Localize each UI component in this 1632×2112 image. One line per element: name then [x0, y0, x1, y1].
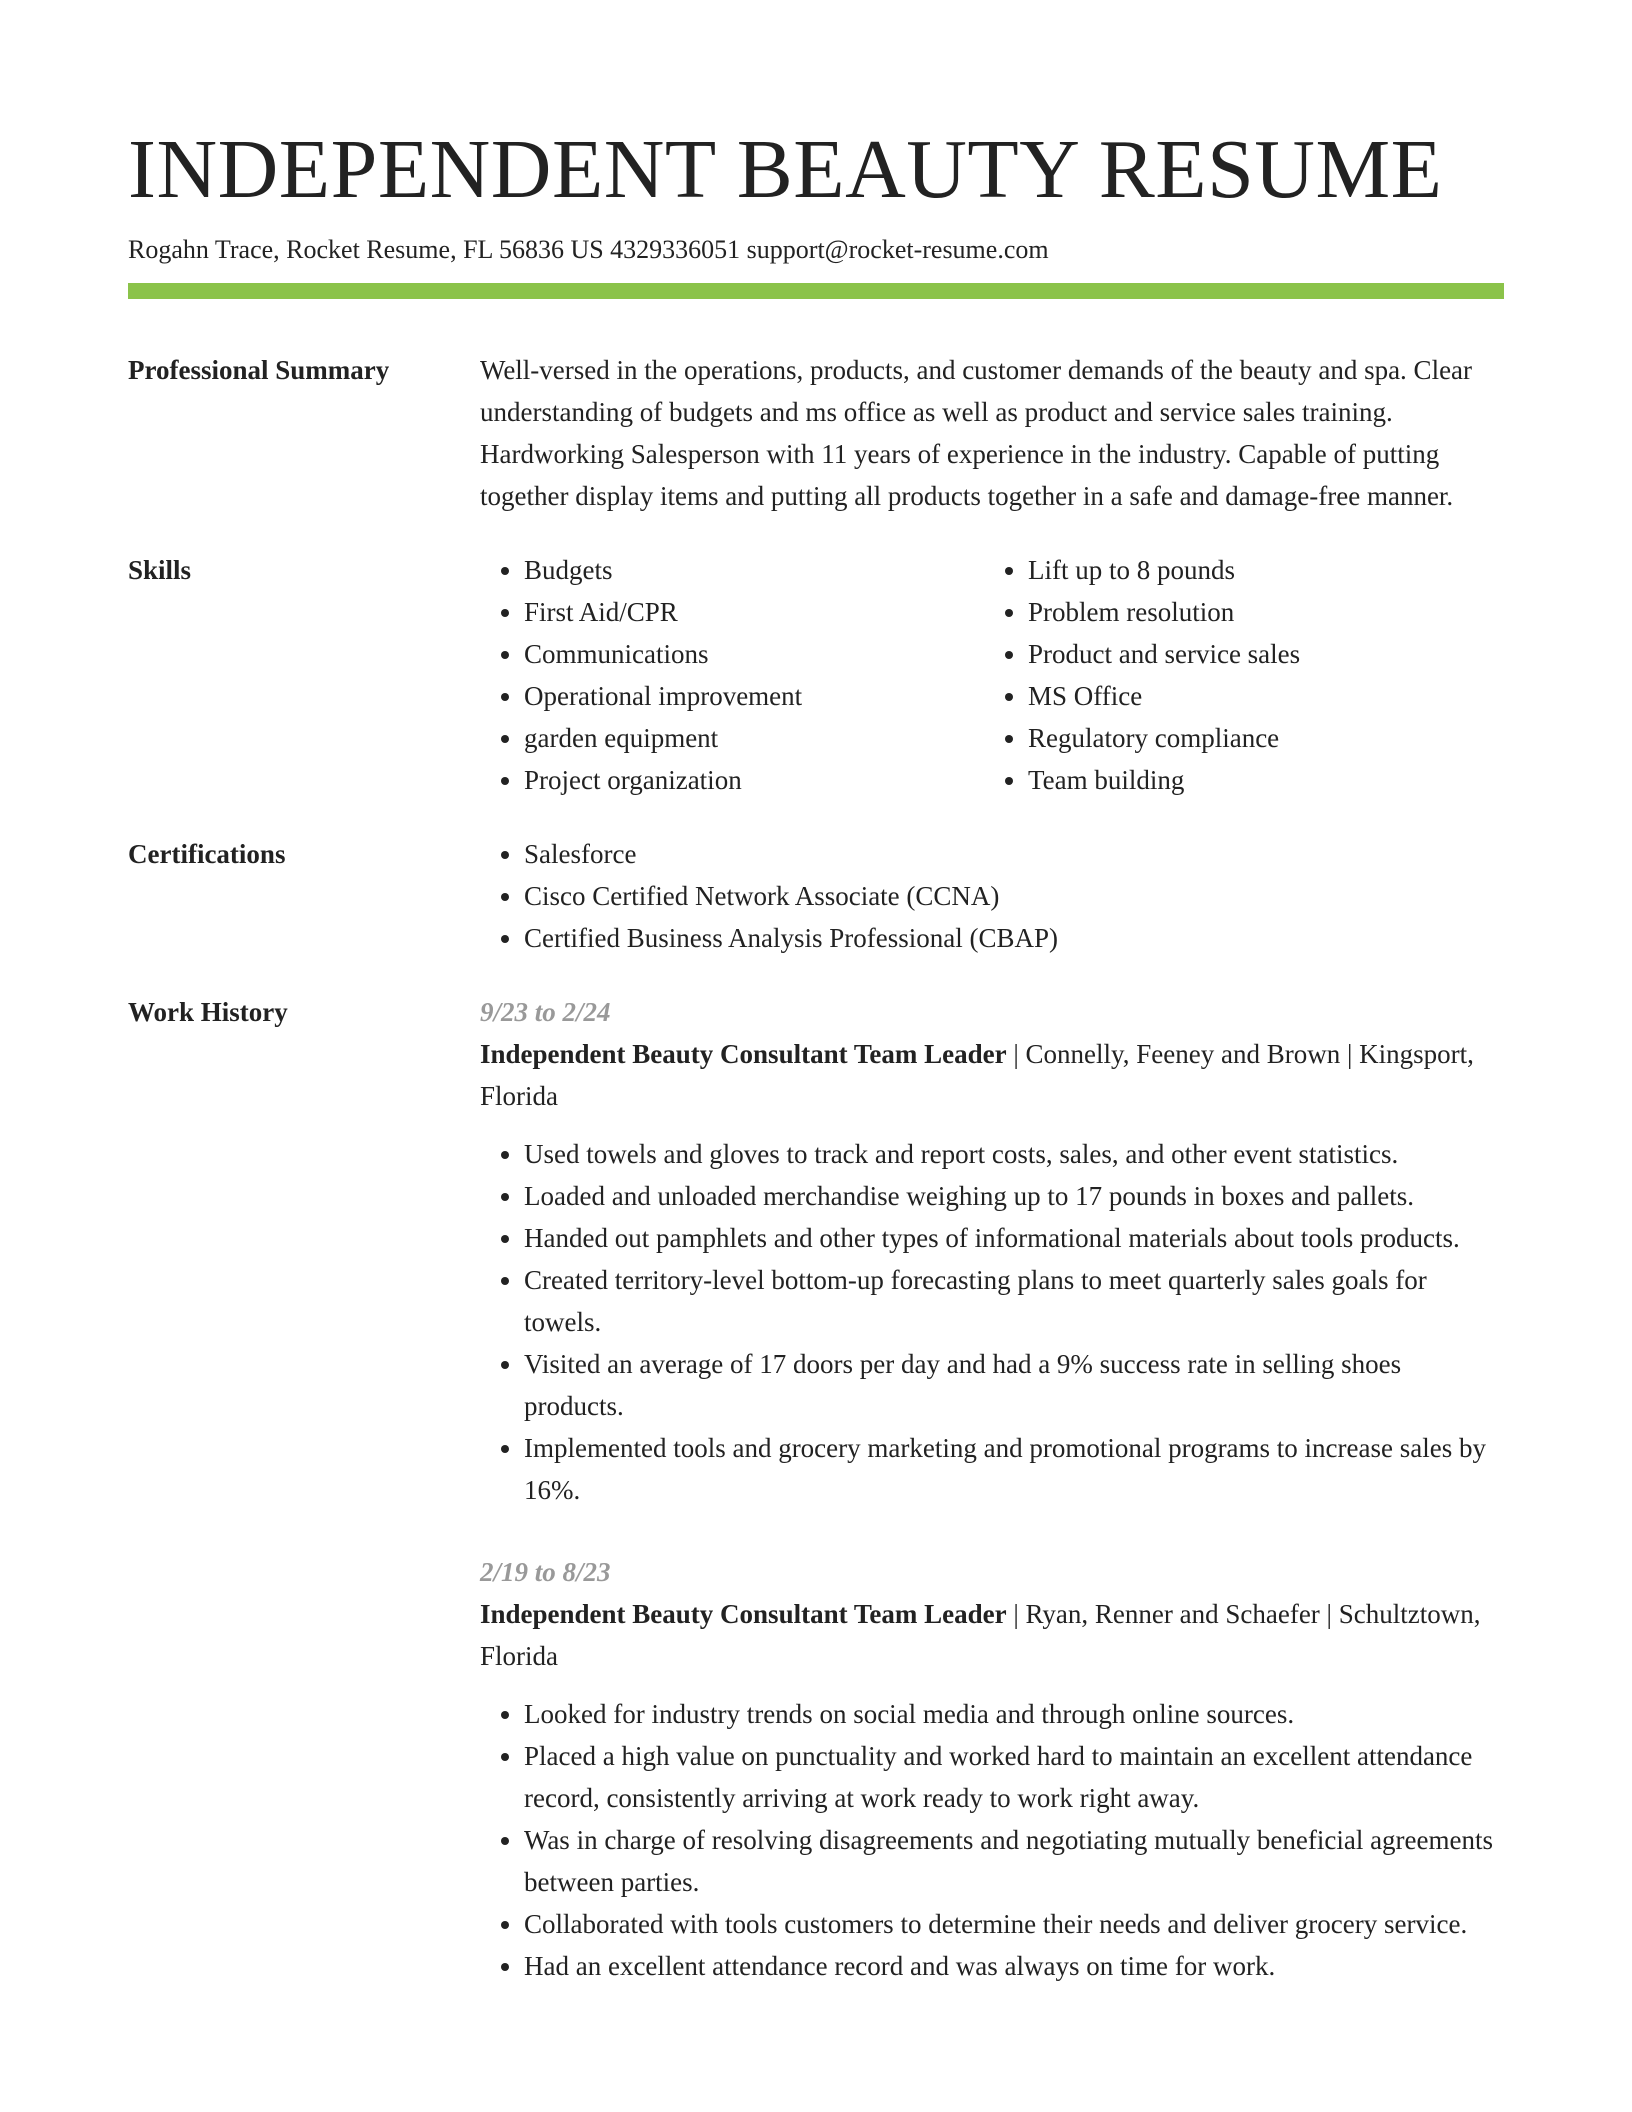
section-professional-summary — [128, 349, 1504, 517]
section-label-certifications: Certifications — [128, 839, 286, 869]
job-bullet: • Loaded and unloaded merchandise weighing up to 17 pounds in boxes and pallets. — [524, 1175, 1504, 1217]
skill-item: • garden equipment — [524, 717, 984, 759]
certification-item: • Cisco Certified Network Associate (CCNA) — [524, 875, 1504, 917]
job-dates: 9/23 to 2/24 — [480, 997, 611, 1027]
certification-item: • Certified Business Analysis Professional (CBAP) — [524, 917, 1504, 959]
job-employer-location: | Connelly, Feeney and Brown | Kingsport, Florida — [480, 1039, 1474, 1111]
contact-line: Rogahn Trace, Rocket Resume, FL 56836 US 4329336051 support@rocket-resume.com — [128, 235, 1049, 264]
skill-item: • First Aid/CPR — [524, 591, 984, 633]
section-work-history — [128, 991, 1504, 1987]
skills-body — [480, 549, 1504, 801]
job-employer-location: | Ryan, Renner and Schaefer | Schultztown, Florida — [480, 1599, 1481, 1671]
certifications-body — [480, 833, 1504, 959]
job-title: Independent Beauty Consultant Team Leader — [480, 1039, 1007, 1069]
skill-item: • Communications — [524, 633, 984, 675]
section-label-skills: Skills — [128, 555, 192, 585]
job-bullet-list — [480, 1133, 1504, 1511]
job-bullet: • Placed a high value on punctuality and worked hard to maintain an excellent attendance record, consistently arriving at work ready to work right away. — [524, 1735, 1504, 1819]
skill-item: • Product and service sales — [1028, 633, 1488, 675]
section-skills — [128, 549, 1504, 801]
job-entry — [480, 1551, 1504, 1987]
skill-item: • Regulatory compliance — [1028, 717, 1488, 759]
job-bullet: • Created territory-level bottom-up forecasting plans to meet quarterly sales goals for towels. — [524, 1259, 1504, 1343]
job-heading — [480, 1593, 1504, 1677]
job-title: Independent Beauty Consultant Team Leader — [480, 1599, 1007, 1629]
section-label-work-history: Work History — [128, 997, 288, 1027]
summary-text: Well-versed in the operations, products, and customer demands of the beauty and spa. Clear understanding of budgets and ms office as well as product and service sales training. Hardworking Salesperson with 11 years of experience in the industry. Capable of putting together display items and putting all products together in a safe and damage-free manner. — [480, 355, 1473, 511]
certification-item: • Salesforce — [524, 833, 1504, 875]
accent-divider — [128, 283, 1504, 299]
job-entry — [480, 991, 1504, 1511]
job-bullet: • Used towels and gloves to track and report costs, sales, and other event statistics. — [524, 1133, 1504, 1175]
skill-item: • Lift up to 8 pounds — [1028, 549, 1488, 591]
skill-item: • Budgets — [524, 549, 984, 591]
skill-item: • Project organization — [524, 759, 984, 801]
skill-item: • MS Office — [1028, 675, 1488, 717]
resume-title: INDEPENDENT BEAUTY RESUME — [128, 123, 1443, 216]
job-heading — [480, 1033, 1504, 1117]
skill-item: • Operational improvement — [524, 675, 984, 717]
job-bullet: • Implemented tools and grocery marketing and promotional programs to increase sales by 16%. — [524, 1427, 1504, 1511]
skill-item: • Team building — [1028, 759, 1488, 801]
job-bullet: • Collaborated with tools customers to determine their needs and deliver grocery service. — [524, 1903, 1504, 1945]
work-history-body — [480, 991, 1504, 1987]
job-dates: 2/19 to 8/23 — [480, 1557, 611, 1587]
job-bullet: • Had an excellent attendance record and was always on time for work. — [524, 1945, 1504, 1987]
resume-page — [128, 120, 1504, 1987]
skill-item: • Problem resolution — [1028, 591, 1488, 633]
section-certifications — [128, 833, 1504, 959]
job-bullet: • Visited an average of 17 doors per day and had a 9% success rate in selling shoes products. — [524, 1343, 1504, 1427]
section-label-summary: Professional Summary — [128, 355, 390, 385]
job-bullet: • Was in charge of resolving disagreements and negotiating mutually beneficial agreements between parties. — [524, 1819, 1504, 1903]
job-bullet: • Looked for industry trends on social media and through online sources. — [524, 1693, 1504, 1735]
skills-left-column — [480, 549, 984, 801]
job-bullet: • Handed out pamphlets and other types of informational materials about tools products. — [524, 1217, 1504, 1259]
skills-right-column — [984, 549, 1488, 801]
job-bullet-list — [480, 1693, 1504, 1987]
